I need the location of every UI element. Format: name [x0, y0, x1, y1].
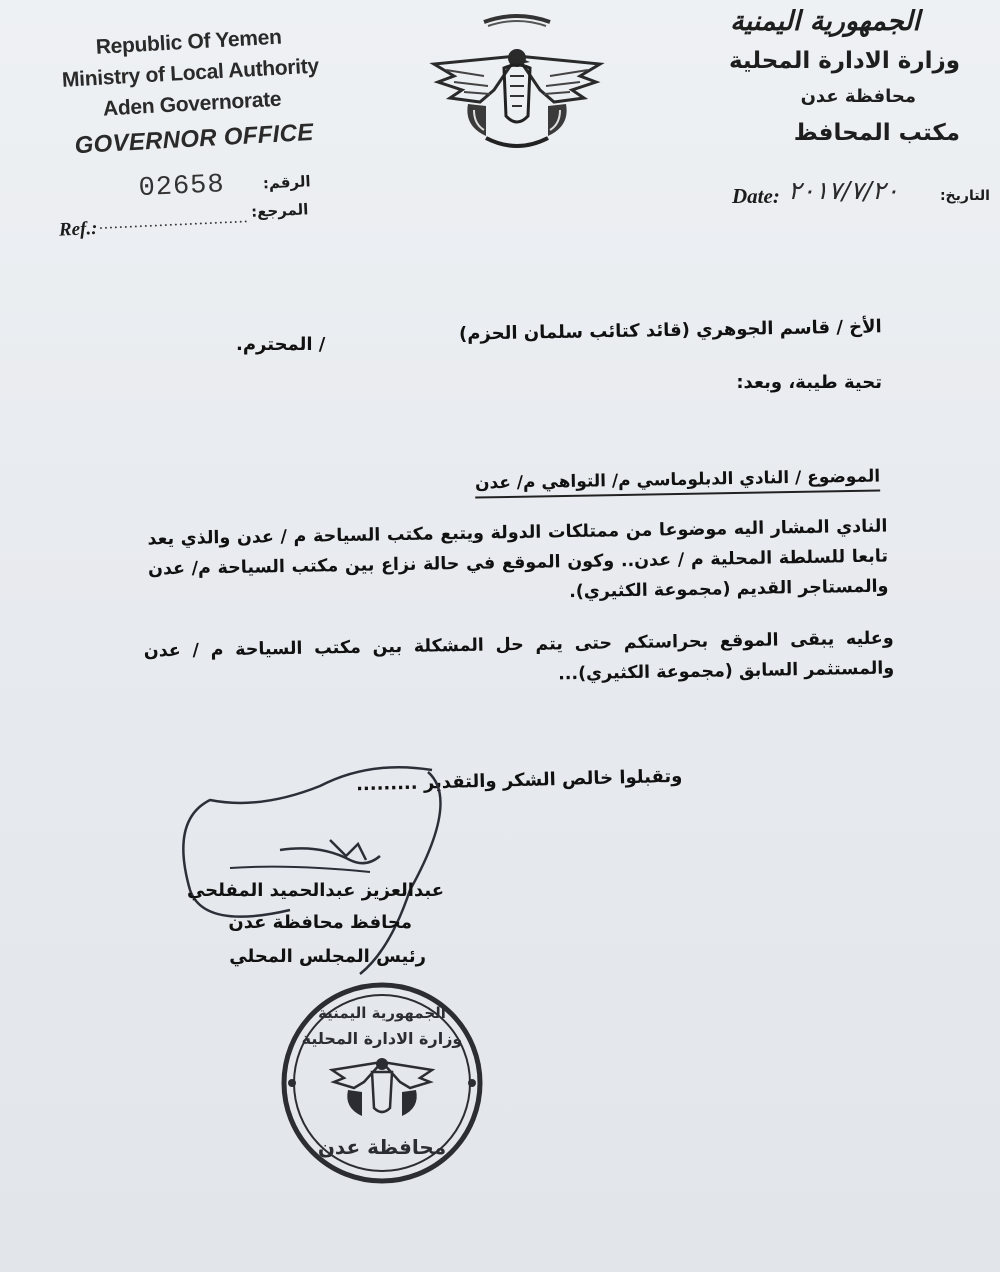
greeting: تحية طيبة، وبعد:	[736, 372, 882, 393]
header-ar-country: الجمهورية اليمنية	[730, 6, 920, 37]
header-en-ministry: Ministry of Local Authority	[61, 54, 320, 92]
body-paragraph-1: النادي المشار اليه موضوعا من ممتلكات الدولة ويتبع مكتب السياحة م / عدن والذي يعد تابعا للسلطة المحلية م / عدن.. وكون الموقع في حالة نزاع بين مكتب السياحة م/ عدن والمستاجر القديم (مجموعة الكثيري).	[147, 516, 889, 603]
date-label: Date:	[732, 184, 780, 208]
stamp-text-bottom: محافظة عدن	[317, 1135, 447, 1159]
header-en-country: Republic Of Yemen	[95, 25, 283, 59]
respected-suffix: / المحترم.	[236, 334, 326, 355]
header-ar-office: مكتب المحافظ	[793, 120, 960, 146]
subject-line: الموضوع / النادي الدبلوماسي م/ التواهي م/ عدن	[475, 466, 881, 498]
header-en-governorate: Aden Governorate	[102, 87, 282, 121]
signer-title-governor: محافظ محافظة عدن	[228, 912, 412, 933]
header-arabic	[660, 2, 960, 152]
signer-title-council: رئيس المجلس المحلي	[229, 946, 426, 967]
header-en-office: GOVERNOR OFFICE	[73, 118, 315, 160]
ref-dots: ..............................	[98, 209, 249, 233]
yemen-eagle-emblem-icon	[424, 6, 610, 156]
header-ar-ministry: وزارة الادارة المحلية	[728, 48, 960, 74]
header-ar-governorate: محافظة عدن	[800, 86, 916, 107]
header-english	[58, 19, 325, 160]
date-row	[732, 176, 990, 212]
addressee: الأخ / قاسم الجوهري (قائد كتائب سلمان الحزم)	[459, 316, 883, 345]
signer-name: عبدالعزيز عبدالحميد المفلحي	[186, 880, 444, 901]
body-paragraph-2: وعليه يبقى الموقع بحراستكم حتى يتم حل المشكلة بين مكتب السياحة م / عدن والمستثمر السابق (مجموعة الكثيري)...	[143, 628, 895, 685]
date-label-arabic: التاريخ:	[939, 188, 990, 204]
stamp-text-middle: وزارة الادارة المحلية	[301, 1029, 463, 1048]
official-seal-stamp	[278, 978, 486, 1188]
ref-label-arabic: المرجع:	[250, 200, 309, 221]
ref-label: Ref.:	[58, 217, 98, 241]
reference-number-row	[60, 166, 311, 205]
date-value: ٢٠١٧/٧/٢٠	[788, 176, 899, 205]
reference-number-value: 02658	[138, 170, 226, 205]
stamp-text-top: الجمهورية اليمنية	[318, 1004, 446, 1022]
closing-line: وتقبلوا خالص الشكر والتقدير .........	[355, 765, 683, 796]
reference-number-label: الرقم:	[262, 172, 311, 193]
